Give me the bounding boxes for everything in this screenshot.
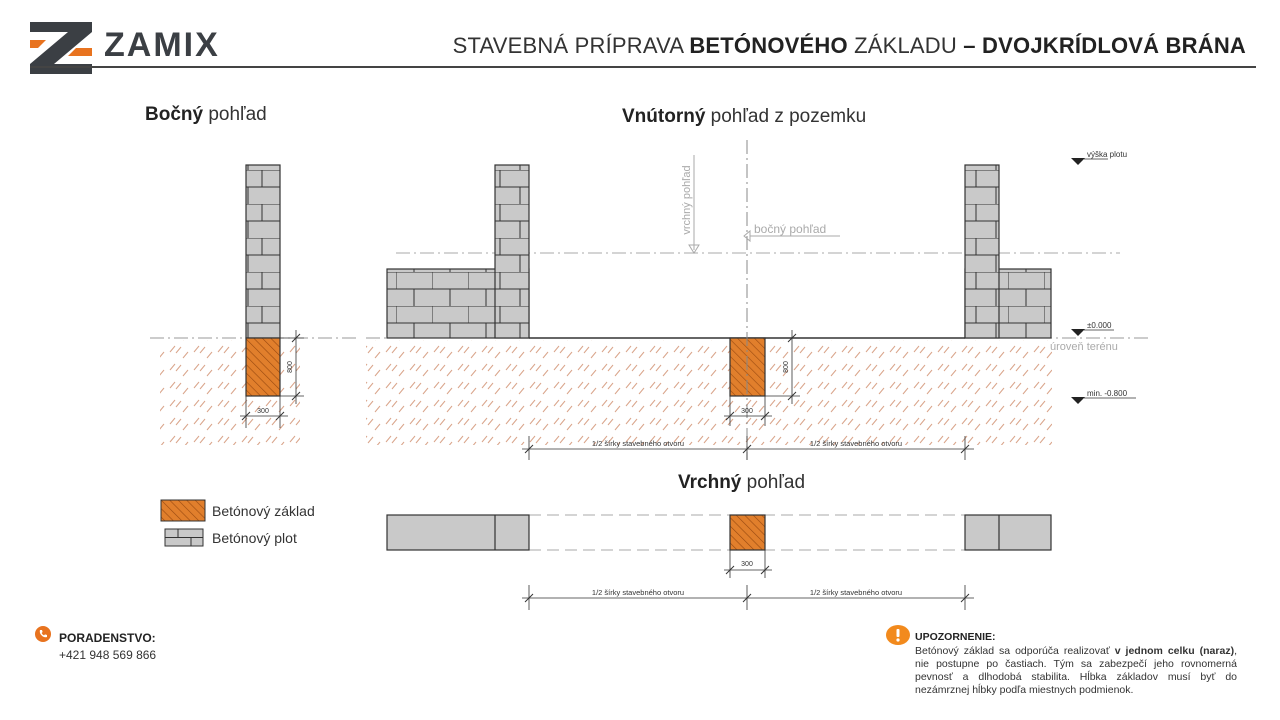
title-bold-1: BETÓNOVÉHO: [689, 33, 848, 58]
legend-fence-label: Betónový plot: [212, 530, 297, 546]
warning-text-1: Betónový základ sa odporúča realizovať: [915, 645, 1115, 657]
level-marker-fence-height: [1071, 158, 1085, 165]
side-fence-column: [246, 165, 280, 338]
contact-title: PORADENSTVO:: [59, 631, 156, 645]
level-fence-height: výška plotu: [1087, 150, 1128, 159]
right-gate-column: [965, 165, 999, 338]
level-marker-zero: [1071, 329, 1085, 336]
inner-view-title-bold: Vnútorný: [622, 106, 706, 127]
top-right-fence: [965, 515, 1051, 550]
side-dim-300: 300: [257, 408, 269, 415]
level-zero: ±0.000: [1087, 321, 1112, 330]
side-view-title-bold: Bočný: [145, 104, 204, 125]
warning-icon: [886, 625, 910, 645]
level-marker-min: [1071, 397, 1085, 404]
legend-concrete-swatch: [161, 500, 205, 521]
top-view-title-bold: Vrchný: [678, 472, 742, 493]
top-half-width-label-right: 1/2 šírky stavebného otvoru: [809, 588, 903, 597]
top-dim-300: 300: [741, 561, 753, 568]
brand-name: ZAMIX: [104, 26, 220, 64]
section-top-label: vrchný pohľad: [681, 165, 693, 235]
warning-text: [915, 645, 1237, 697]
section-side-label: bočný pohľad: [754, 222, 827, 236]
inner-view-title-rest: pohľad z pozemku: [705, 106, 867, 127]
contact-phone[interactable]: +421 948 569 866: [59, 648, 157, 662]
warning-text-3: , nie postupne po častiach. Tým sa zabezpečí jeho rovnomerná pevnosť a dlhodobá stabilita. Hĺbka základov musí byť do nezámrznej hĺbky podľa miestnych podmienok.: [915, 645, 1237, 696]
warning-text-bold-2: (naraz): [1199, 645, 1235, 657]
soil-inner: [366, 340, 1052, 445]
phone-icon: [35, 626, 51, 642]
half-width-label-left: 1/2 šírky stavebného otvoru: [591, 439, 685, 448]
level-ground: úroveň terénu: [1050, 341, 1118, 353]
half-width-label-right: 1/2 šírky stavebného otvoru: [809, 439, 903, 448]
side-concrete-base: [246, 338, 280, 396]
side-dim-800: 800: [287, 361, 294, 373]
level-min: min. -0.800: [1087, 389, 1128, 398]
side-view-title-rest: pohľad: [203, 104, 267, 125]
top-half-width-label-left: 1/2 šírky stavebného otvoru: [591, 588, 685, 597]
warning-text-bold-1: v jednom celku: [1114, 645, 1195, 657]
legend-concrete-label: Betónový základ: [212, 503, 315, 519]
title-bold-2: – DVOJKRÍDLOVÁ BRÁNA: [963, 33, 1246, 58]
top-view-title-rest: pohľad: [741, 472, 806, 493]
title-part-1: STAVEBNÁ PRÍPRAVA: [452, 33, 690, 58]
title-part-2: ZÁKLADU: [847, 33, 964, 58]
center-dim-800: 800: [783, 361, 790, 373]
center-dim-300: 300: [741, 408, 753, 415]
warning-title: UPOZORNENIE:: [915, 631, 996, 643]
top-left-fence: [387, 515, 529, 550]
left-gate-column: [495, 165, 529, 338]
top-center-base: [730, 515, 765, 550]
